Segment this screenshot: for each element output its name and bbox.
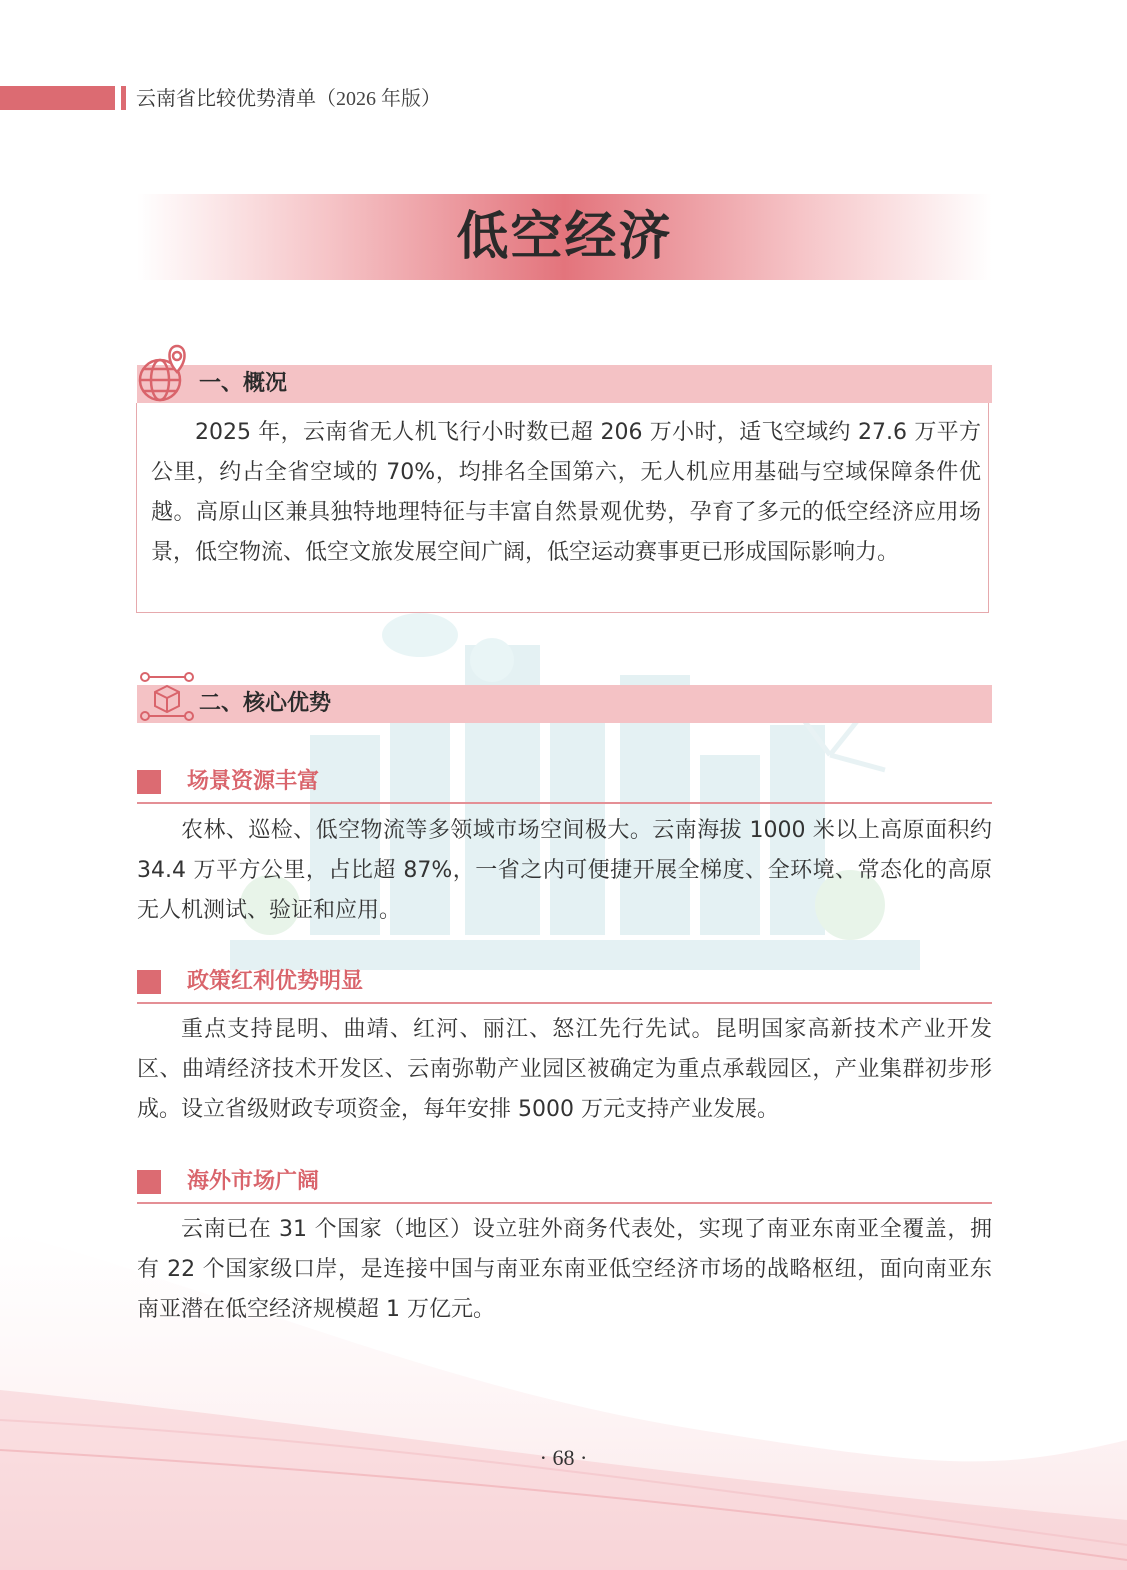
heading-marker: [137, 970, 161, 994]
section-overview-bar: [137, 365, 992, 403]
subsection-heading: [137, 1164, 992, 1204]
running-header: [136, 84, 441, 113]
subsection-paragraph: 农林、巡检、低空物流等多领域市场空间极大。云南海拔 1000 米以上高原面积约 34.4 万平方公里，占比超 87%，一省之内可便捷开展全梯度、全环境、常态化的高原无人机测试、验证和应用。: [137, 818, 992, 923]
page-number: · 68 ·: [539, 1445, 588, 1470]
header-accent-tick: [121, 86, 126, 110]
heading-underline: [137, 1202, 992, 1204]
subsection-heading: [137, 764, 992, 804]
heading-marker: [137, 770, 161, 794]
header-title: 云南省比较优势清单（: [136, 86, 336, 110]
section-overview-title: 一、概况: [199, 371, 288, 396]
subsection-paragraph: 重点支持昆明、曲靖、红河、丽江、怒江先行先试。昆明国家高新技术产业开发区、曲靖经济技术开发区、云南弥勒产业园区被确定为重点承载园区，产业集群初步形成。设立省级财政专项资金，每年安排 5000 万元支持产业发展。: [137, 1017, 992, 1122]
heading-marker: [137, 1170, 161, 1194]
header-year: 2026 年版: [336, 88, 421, 110]
subsection-heading: [137, 964, 992, 1004]
chapter-banner: [137, 194, 992, 280]
chapter-title: 低空经济: [456, 206, 673, 267]
header-accent-bar: [0, 86, 115, 110]
header-close: ）: [421, 86, 441, 110]
subsection-paragraph: 云南已在 31 个国家（地区）设立驻外商务代表处，实现了南亚东南亚全覆盖，拥有 22 个国家级口岸，是连接中国与南亚东南亚低空经济市场的战略枢纽，面向南亚东南亚潜在低空经济规模超 1 万亿元。: [137, 1217, 992, 1322]
overview-box: [136, 403, 989, 613]
subsection-title: 场景资源丰富: [187, 769, 320, 794]
subsection-title: 海外市场广阔: [187, 1169, 320, 1194]
subsection-title: 政策红利优势明显: [187, 969, 364, 994]
globe-location-icon: [136, 342, 196, 404]
heading-underline: [137, 802, 992, 804]
overview-paragraph: 2025 年，云南省无人机飞行小时数已超 206 万小时，适飞空域约 27.6 万平方公里，约占全省空域的 70%，均排名全国第六，无人机应用基础与空域保障条件优越。高原山区兼具独特地理特征与丰富自然景观优势，孕育了多元的低空经济应用场景，低空物流、低空文旅发展空间广阔，低空运动赛事更已形成国际影响力。: [151, 420, 981, 565]
section-advantages-bar: [137, 685, 992, 723]
heading-underline: [137, 1002, 992, 1004]
network-box-icon: [137, 668, 199, 726]
section-advantages-title: 二、核心优势: [199, 691, 332, 716]
